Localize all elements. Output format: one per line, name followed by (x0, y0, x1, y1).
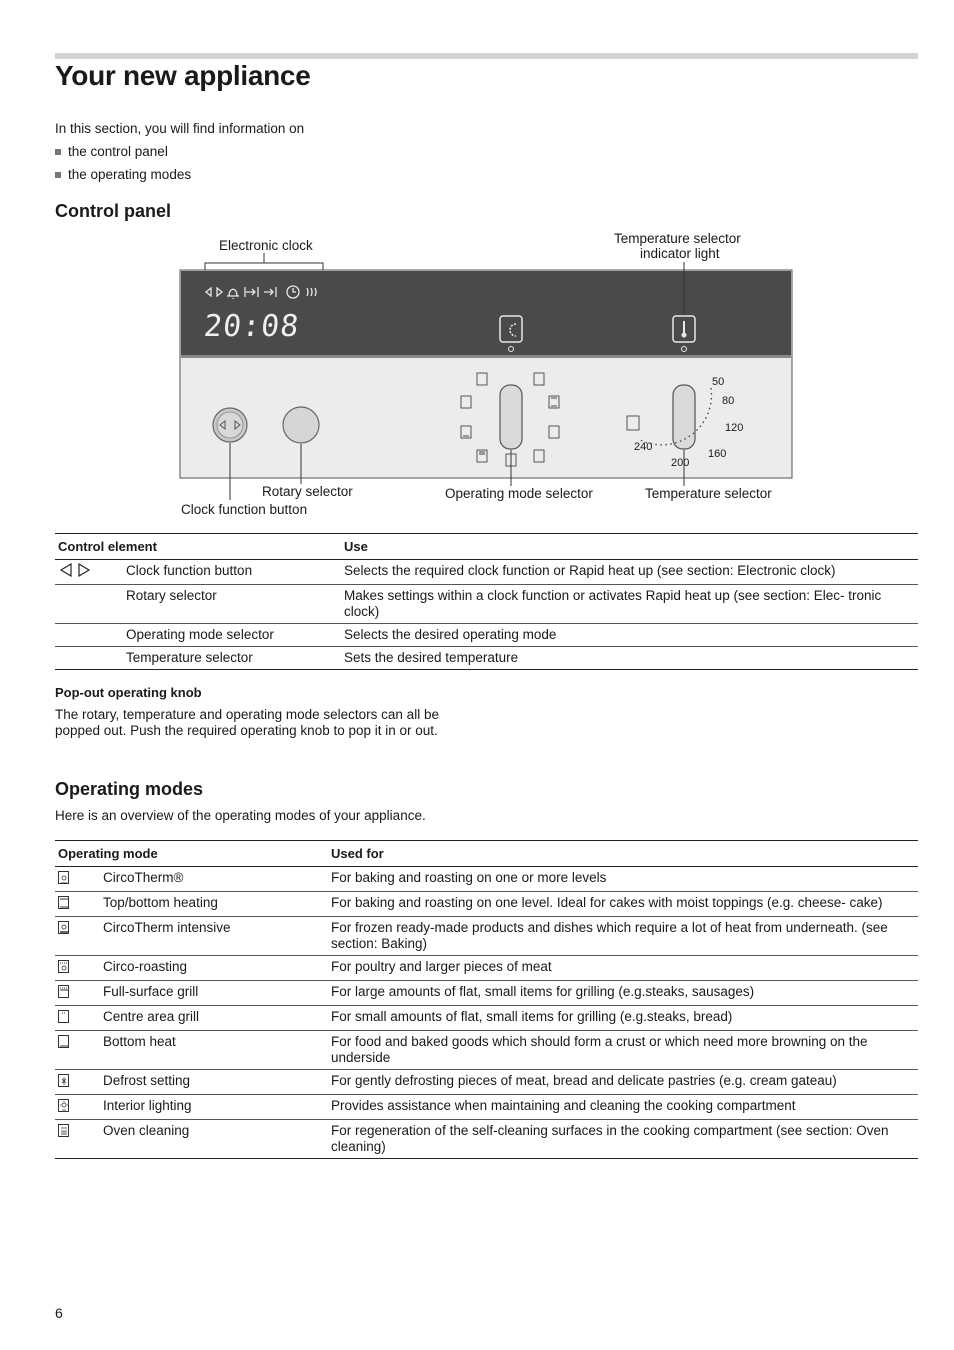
popout-text: The rotary, temperature and operating mode selectors can all be popped out. Push the required operating knob to pop it in or out. (55, 707, 439, 738)
label-temp-indicator-line2: indicator light (640, 246, 720, 261)
interior-light-icon (58, 1099, 69, 1112)
page-number: 6 (55, 1305, 63, 1321)
control-panel-heading: Control panel (55, 201, 171, 221)
table-row: CircoTherm intensive For frozen ready-made products and dishes which require a lot of heat from underneath. (see section: Baking) (55, 917, 918, 956)
bullet-square-icon (55, 172, 61, 178)
control-panel-diagram (170, 228, 810, 528)
bottom-heat-icon (58, 1035, 69, 1048)
page-title: Your new appliance (55, 60, 311, 91)
temp-scale-120: 120 (725, 422, 744, 434)
clock-display: 20:08 (202, 309, 302, 344)
operating-modes-overview: Here is an overview of the operating modes of your appliance. (55, 808, 426, 823)
col-header-operating-mode: Operating mode (58, 846, 158, 861)
table-row: Top/bottom heating For baking and roasting on one level. Ideal for cakes with moist toppings (e.g. cheese- cake) (55, 892, 918, 917)
col-header-use: Use (344, 539, 368, 554)
table-row: Temperature selector Sets the desired temperature (55, 647, 918, 670)
label-electronic-clock: Electronic clock (219, 238, 313, 253)
col-header-control-element: Control element (58, 539, 157, 554)
table-row: CircoTherm® For baking and roasting on one or more levels (55, 867, 918, 892)
oven-cleaning-icon (58, 1124, 69, 1137)
intro-text: In this section, you will find information on (55, 121, 305, 136)
circo-roasting-icon (58, 960, 69, 973)
table-row: Interior lighting Provides assistance when maintaining and cleaning the cooking compartment (55, 1095, 918, 1120)
top-bottom-heat-icon (58, 896, 69, 909)
full-surface-grill-icon (58, 985, 69, 998)
table-row: Rotary selector Makes settings within a clock function or activates Rapid heat up (see section: Elec- tronic clock) (55, 585, 918, 624)
label-rotary-selector: Rotary selector (262, 484, 353, 499)
centre-grill-icon (58, 1010, 69, 1023)
popout-heading: Pop-out operating knob (55, 685, 202, 700)
circotherm-icon (58, 871, 69, 884)
operating-modes-table (55, 840, 918, 1159)
table-row: Clock function button Selects the required clock function or Rapid heat up (see section: Electronic clock) (55, 560, 918, 585)
label-operating-mode-selector: Operating mode selector (445, 486, 593, 501)
defrost-icon (58, 1074, 69, 1087)
temp-scale-160: 160 (708, 448, 727, 460)
intro-block (55, 117, 304, 186)
intro-bullet: the control panel (55, 140, 304, 163)
operating-modes-heading: Operating modes (55, 779, 204, 799)
label-clock-function-button: Clock function button (181, 502, 308, 517)
table-row: Defrost setting For gently defrosting pieces of meat, bread and delicate pastries (e.g. cream gateau) (55, 1070, 918, 1095)
label-temp-indicator-line1: Temperature selector (614, 231, 741, 246)
temp-scale-80: 80 (722, 395, 735, 407)
table-row: Full-surface grill For large amounts of flat, small items for grilling (e.g.steaks, sausages) (55, 981, 918, 1006)
temp-scale-240: 240 (634, 441, 653, 453)
table-row: Operating mode selector Selects the desired operating mode (55, 624, 918, 647)
table-row: Centre area grill For small amounts of flat, small items for grilling (e.g.steaks, bread) (55, 1006, 918, 1031)
table-row: Circo-roasting For poultry and larger pieces of meat (55, 956, 918, 981)
table-row: Bottom heat For food and baked goods which should form a crust or which need more browning on the underside (55, 1031, 918, 1070)
table-row: Oven cleaning For regeneration of the self-cleaning surfaces in the cooking compartment (see section: Oven cleaning) (55, 1120, 918, 1159)
label-temperature-selector: Temperature selector (645, 486, 772, 501)
circotherm-intensive-icon (58, 921, 69, 934)
bullet-square-icon (55, 149, 61, 155)
control-element-table (55, 533, 918, 670)
header-rule (55, 53, 918, 59)
temp-scale-200: 200 (671, 457, 690, 469)
clock-function-icon (55, 560, 123, 585)
intro-bullet: the operating modes (55, 163, 304, 186)
col-header-used-for: Used for (331, 846, 384, 861)
temp-scale-50: 50 (712, 376, 725, 388)
